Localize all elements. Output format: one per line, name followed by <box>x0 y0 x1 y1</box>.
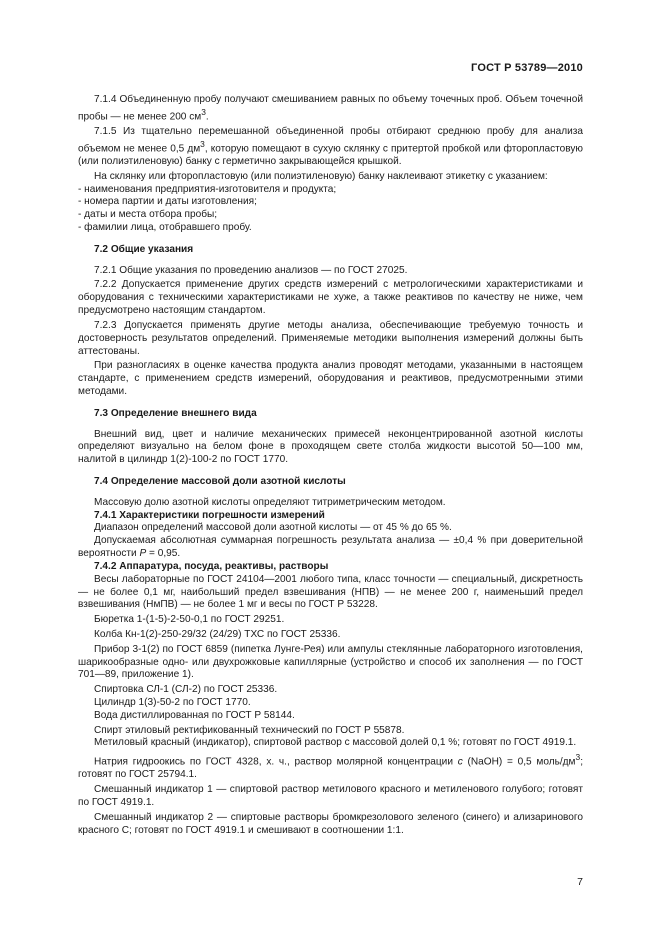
label-item: - даты и места отбора пробы; <box>78 209 218 221</box>
equipment-item: Весы лабораторные по ГОСТ 24104—2001 любого типа, класс точности — специальный, дискретность — не более 0,1 мг, наибольший предел взвешивания (НПВ) — не менее 200 г, наименьший предел взвешивания (НмПВ) — не более 1 мг и весы по ГОСТ Р 53228. <box>78 573 583 611</box>
equipment-item-naoh: Натрия гидроокись по ГОСТ 4328, х. ч., раствор молярной концентрации c (NaOH) = 0,5 моль/$дм^3$; готовят по ГОСТ 25794.1. <box>78 752 583 781</box>
equipment-item: Метиловый красный (индикатор), спиртовой раствор с массовой долей 0,1 %; готовят по ГОСТ 4919.1. <box>94 737 577 749</box>
heading-7-4-1: 7.4.1 Характеристики погрешности измерений <box>94 509 325 521</box>
equipment-item: Вода дистиллированная по ГОСТ Р 58144. <box>94 709 295 721</box>
clause-7-2-3: 7.2.3 Допускается применять другие методы анализа, обеспечивающие требуемую точность и достоверность результатов определений. Применяемые методики выполнения измерений должны быть аттестованы. <box>78 319 583 357</box>
clause-7-2-2: 7.2.2 Допускается применение других средств измерений с метрологическими характеристиками и оборудования с техническими характеристиками не хуже, а также реактивов по качеству не ниже, чем предусмотрено настоящим стандартом. <box>78 279 583 317</box>
equipment-item-mixed-2: Смешанный индикатор 2 — спиртовые растворы бромкрезолового зеленого (синего) и ализаринового красного С; готовят по ГОСТ 4919.1 и смешивают в соотношении 1:1. <box>78 811 583 836</box>
clause-7-1-5: 7.1.5 Из тщательно перемешанной объединенной пробы отбирают среднюю пробу для анализа объемом не менее 0,5 $дм^3$, которую помещают в сухую склянку с притертой пробкой или фторопластовую (или полиэтиленовую) банку с герметично закрывающейся крышкой. <box>78 125 583 167</box>
clause-7-2-1: 7.2.1 Общие указания по проведению анализов — по ГОСТ 27025. <box>94 264 408 276</box>
page-number: 7 <box>577 876 583 888</box>
equipment-item: Цилиндр 1(3)-50-2 по ГОСТ 1770. <box>94 697 251 709</box>
heading-7-4-2: 7.4.2 Аппаратура, посуда, реактивы, растворы <box>94 560 329 572</box>
equipment-item: Колба Кн-1(2)-250-29/32 (24/29) ТХС по ГОСТ 25336. <box>94 628 341 640</box>
equipment-item: Прибор 3-1(2) по ГОСТ 6859 (пипетка Лунге-Рея) или ампулы стеклянные лабораторного изготовления, шарикообразные одно- или двухрожковые капиллярные (устройство и способ их заполнения — по ГОСТ 701—89, приложение 1). <box>78 643 583 681</box>
standard-code: ГОСТ Р 53789—2010 <box>471 62 583 74</box>
equipment-item: Спирт этиловый ректификованный технический по ГОСТ Р 55878. <box>94 724 405 736</box>
label-item: - наименования предприятия-изготовителя и продукта; <box>78 183 337 195</box>
page-content <box>78 94 583 838</box>
equipment-item-mixed-1: Смешанный индикатор 1 — спиртовой раствор метилового красного и метиленового голубого; готовят по ГОСТ 4919.1. <box>78 784 583 809</box>
equipment-item: Спиртовка СЛ-1 (СЛ-2) по ГОСТ 25336. <box>94 684 278 696</box>
label-item: - номера партии и даты изготовления; <box>78 196 257 208</box>
clause-7-4-1-range: Диапазон определений массовой доли азотной кислоты — от 45 % до 65 %. <box>94 522 452 534</box>
disagreement-paragraph: При разногласиях в оценке качества продукта анализ проводят методами, указанными в настоящем стандарте, с применением средств измерений, оборудования и реактивов, предусмотренными этими методами. <box>78 360 583 397</box>
heading-7-4: 7.4 Определение массовой доли азотной кислоты <box>94 476 346 488</box>
label-item: - фамилии лица, отобравшего пробу. <box>78 222 252 234</box>
equipment-item: Бюретка 1-(1-5)-2-50-0,1 по ГОСТ 29251. <box>94 614 285 626</box>
clause-7-1-4: 7.1.4 Объединенную пробу получают смешиванием равных по объему точечных проб. Объем точечной пробы — не менее 200 $см^3$. <box>78 94 583 123</box>
heading-7-2: 7.2 Общие указания <box>94 243 194 255</box>
heading-7-3: 7.3 Определение внешнего вида <box>94 407 257 419</box>
clause-7-3-text: Внешний вид, цвет и наличие механических примесей неконцентрированной азотной кислоты определяют визуально на белом фоне в проходящем свете столба жидкости высотой 50—100 мм, налитой в цилиндр 1(2)-100-2 по ГОСТ 1770. <box>78 428 583 466</box>
clause-7-4-text: Массовую долю азотной кислоты определяют титриметрическим методом. <box>94 496 446 508</box>
label-intro: На склянку или фторопластовую (или полиэтиленовую) банку наклеивают этикетку с указанием: <box>94 170 548 182</box>
clause-7-4-1-error: Допускаемая абсолютная суммарная погрешность результата анализа — ±0,4 % при доверительной вероятности P = 0,95. <box>78 535 583 560</box>
